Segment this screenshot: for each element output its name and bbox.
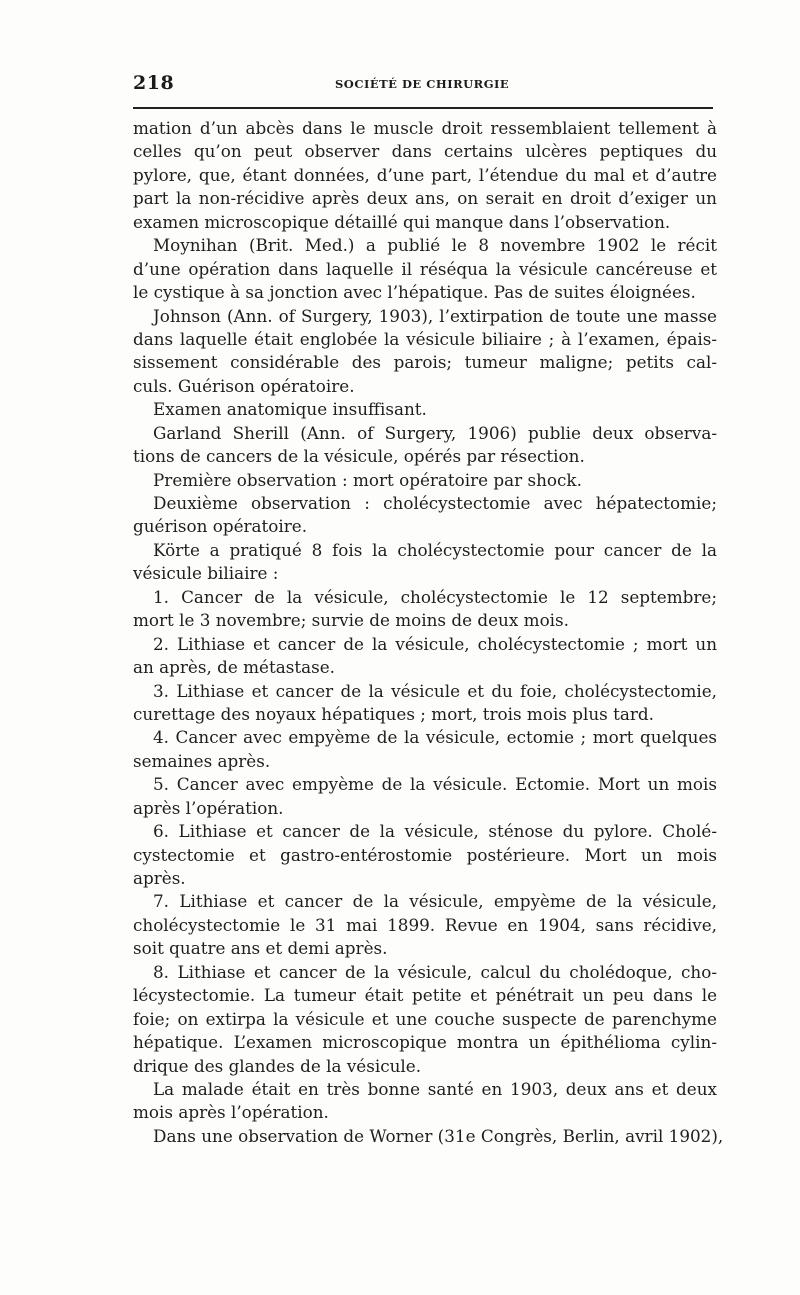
text-line: 1. Cancer de la vésicule, cholécystectomie le 12 septembre; [153,586,717,607]
text-line: semaines après. [133,750,271,771]
text-line: an après, de métastase. [133,657,335,678]
text-line: d’une opération dans laquelle il réséqua la vésicule cancéreuse et [133,258,717,279]
text-line: celles qu’on peut observer dans certains ulcères peptiques du [133,141,717,162]
text-line: 8. Lithiase et cancer de la vésicule, calcul du cholédoque, cho- [153,961,717,982]
text-line: mation d’un abcès dans le muscle droit ressemblaient tellement à [133,118,717,138]
text-line: Moynihan (Brit. Med.) a publié le 8 novembre 1902 le récit [153,235,717,256]
text-line: cholécystectomie le 31 mai 1899. Revue en 1904, sans récidive, [133,914,717,935]
header-rule [133,107,713,109]
page-number: 218 [133,72,175,94]
text-line: Garland Sherill (Ann. of Surgery, 1906) publie deux observa- [153,422,717,443]
text-line: dans laquelle était englobée la vésicule biliaire ; à l’examen, épais- [133,328,717,349]
page-header [133,70,713,100]
text-line: culs. Guérison opératoire. [133,375,355,396]
text-line: Körte a pratiqué 8 fois la cholécystectomie pour cancer de la [153,539,717,560]
text-line: drique des glandes de la vésicule. [133,1055,422,1076]
text-line: hépatique. L’examen microscopique montra un épithélioma cylin- [133,1032,717,1053]
text-line: Dans une observation de Worner (31e Congrès, Berlin, avril 1902), [153,1125,724,1146]
text-line: Deuxième observation : cholécystectomie avec hépatectomie; [153,493,717,513]
text-line: La malade était en très bonne santé en 1903, deux ans et deux [153,1078,717,1099]
text-line: guérison opératoire. [133,516,308,537]
text-line: 3. Lithiase et cancer de la vésicule et du foie, cholécystectomie, [153,680,717,701]
text-line: Johnson (Ann. of Surgery, 1903), l’extirpation de toute une masse [153,305,717,326]
running-head: SOCIÉTÉ DE CHIRURGIE [335,77,510,91]
text-line: 2. Lithiase et cancer de la vésicule, cholécystectomie ; mort un [153,633,717,654]
text-line: Première observation : mort opératoire par shock. [153,469,582,490]
text-line: part la non-récidive après deux ans, on serait en droit d’exiger un [133,188,717,209]
text-line: 6. Lithiase et cancer de la vésicule, sténose du pylore. Cholé- [153,821,717,842]
text-line: mort le 3 novembre; survie de moins de deux mois. [133,610,569,631]
text-line: sissement considérable des parois; tumeur maligne; petits cal- [133,352,717,373]
text-line: Examen anatomique insuffisant. [153,399,427,420]
text-line: 5. Cancer avec empyème de la vésicule. Ectomie. Mort un mois [153,774,717,795]
text-line: 4. Cancer avec empyème de la vésicule, ectomie ; mort quelques [153,727,717,748]
text-line: vésicule biliaire : [133,563,279,584]
text-line: 7. Lithiase et cancer de la vésicule, empyème de la vésicule, [153,891,717,912]
text-line: curettage des noyaux hépatiques ; mort, trois mois plus tard. [133,703,654,724]
text-line: examen microscopique détaillé qui manque dans l’observation. [133,211,671,232]
text-line: foie; on extirpa la vésicule et une couche suspecte de parenchyme [133,1008,717,1029]
text-line: tions de cancers de la vésicule, opérés par résection. [133,446,585,467]
text-line: le cystique à sa jonction avec l’hépatique. Pas de suites éloignées. [133,282,696,303]
body-text [133,117,724,1148]
text-line: soit quatre ans et demi après. [133,938,388,959]
text-line: pylore, que, étant données, d’une part, l’étendue du mal et d’autre [133,164,717,185]
text-line: cystectomie et gastro-entérostomie postérieure. Mort un mois [133,844,717,865]
text-line: après. [133,868,186,888]
text-line: mois après l’opération. [133,1102,329,1123]
text-line: après l’opération. [133,797,284,818]
text-line: lécystectomie. La tumeur était petite et pénétrait un peu dans le [133,985,717,1006]
